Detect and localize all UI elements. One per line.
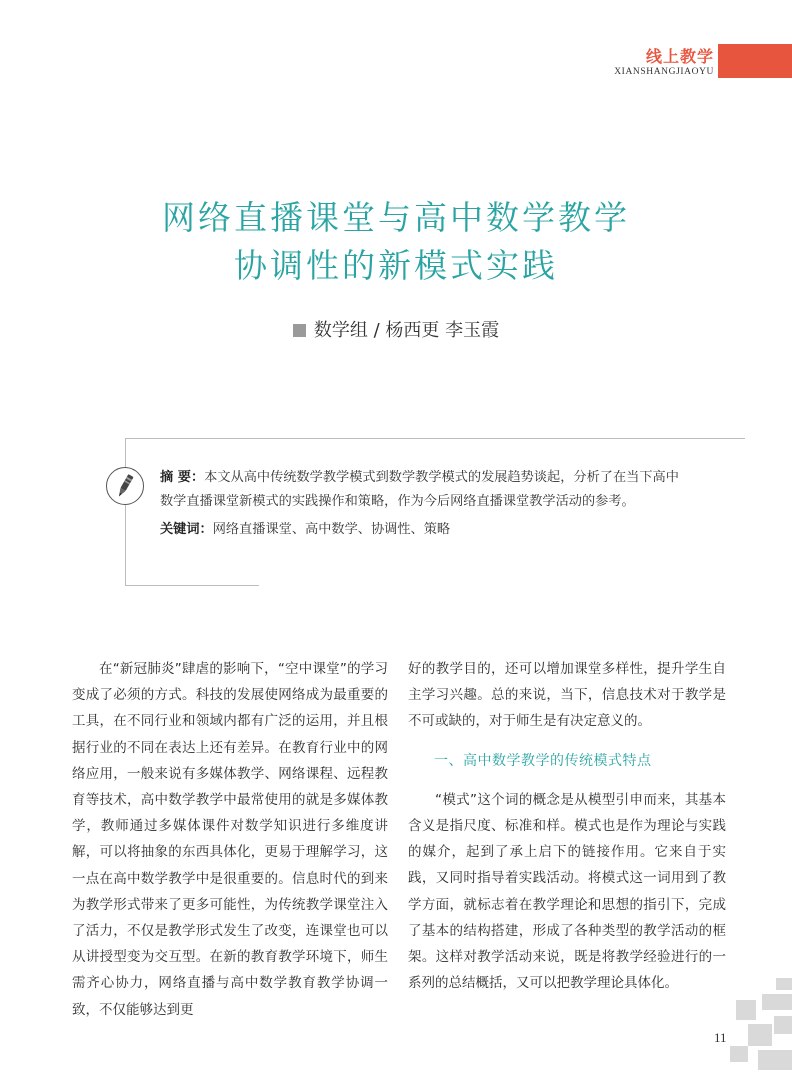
section-accent-bar (718, 44, 792, 78)
section-pinyin: XIANSHANGJIAOYU (614, 67, 714, 77)
article-title-line1: 网络直播课堂与高中数学教学 (162, 198, 630, 237)
decorative-square (776, 978, 792, 990)
section-heading: 一、高中数学教学的传统模式特点 (434, 752, 652, 769)
abstract-frame-left (125, 438, 126, 586)
abstract-block (160, 466, 680, 542)
keywords-paragraph (160, 518, 680, 542)
section-label: 线上教学 (645, 47, 714, 66)
decorative-square (762, 994, 792, 1010)
keywords-label: 关键词： (160, 522, 213, 537)
body-paragraph: 好的教学目的，还可以增加课堂多样性，提升学生自主学习兴趣。总的来说，当下，信息技术对于教学是不可或缺的，对于师生是有决定意义的。 (408, 661, 726, 730)
authors-text: 数学组 / 杨西更 李玉霞 (313, 320, 500, 341)
decorative-square (758, 1050, 792, 1070)
pen-icon (106, 467, 144, 505)
decorative-square (736, 1000, 756, 1020)
abstract-frame-bottom (125, 585, 259, 586)
abstract-label: 摘 要： (160, 470, 205, 485)
square-bullet-icon (293, 324, 306, 337)
article-title-line2: 协调性的新模式实践 (234, 246, 558, 285)
decorative-square (730, 1046, 748, 1062)
abstract-paragraph (160, 466, 680, 514)
abstract-text: 本文从高中传统数学教学模式到数学教学模式的发展趋势谈起，分析了在当下高中数学直播课堂新模式的实践操作和策略，作为今后网络直播课堂教学活动的参考。 (160, 470, 679, 509)
keywords-text: 网络直播课堂、高中数学、协调性、策略 (212, 522, 451, 537)
page-number: 11 (714, 1030, 727, 1045)
abstract-frame-top (125, 438, 745, 439)
authors-line (0, 316, 792, 342)
body-column-left (72, 656, 388, 1023)
decorative-square (774, 1016, 792, 1034)
body-column-right (408, 656, 726, 996)
body-paragraph: 在“新冠肺炎”肆虐的影响下，“空中课堂”的学习变成了必须的方式。科技的发展使网络成为最重要的工具，在不同行业和领域内都有广泛的运用，并且根据行业的不同在表达上还有差异。在教育行业中的网络应用，一般来说有多媒体教学、网络课程、远程教育等技术，高中数学教学中最常使用的就是多媒体教学，教师通过多媒体课件对数学知识进行多维度讲解，可以将抽象的东西具体化，更易于理解学习，这一点在高中数学教学中是很重要的。信息时代的到来为教学形式带来了更多可能性，为传统教学课堂注入了活力，不仅是教学形式发生了改变，连课堂也可以从讲授型变为交互型。在新的教育教学环境下，师生需齐心协力，网络直播与高中数学教育教学协调一致，不仅能够达到更 (72, 661, 388, 1018)
decorative-square (748, 1024, 772, 1046)
body-paragraph: “模式”这个词的概念是从模型引申而来，其基本含义是指尺度、标准和样。模式也是作为理论与实践的媒介，起到了承上启下的链接作用。它来自于实践，又同时指导着实践活动。将模式这一词用到了教学方面，就标志着在教学理论和思想的指引下，完成了基本的结构搭建，形成了各种类型的教学活动的框架。这样对教学活动来说，既是将教学经验进行的一系列的总结概括，又可以把教学理论具体化。 (408, 791, 726, 992)
